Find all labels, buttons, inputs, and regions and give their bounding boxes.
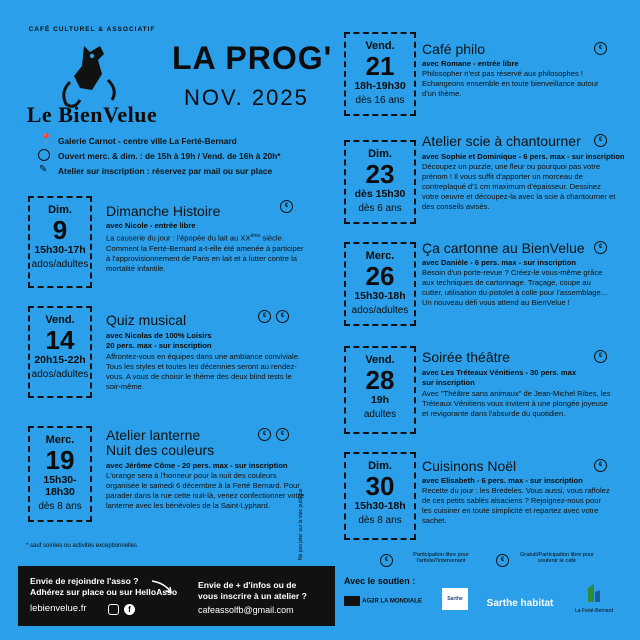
event-number: 14	[45, 325, 75, 355]
event-host: avec Danièle - 6 pers. max - sur inscription	[422, 258, 577, 267]
event-hours: 15h30-17h	[34, 244, 86, 256]
event-host: avec Les Tréteaux Vénitiens - 30 pers. max	[422, 368, 577, 377]
event-host: avec Elisabeth - 6 pers. max - sur inscription	[422, 476, 583, 485]
event-title: Atelier scie à chantourner	[422, 133, 581, 149]
event-host-detail: 20 pers. max - sur inscription	[106, 341, 212, 350]
facebook-icon[interactable]: f	[124, 604, 135, 615]
ag2r-logo-icon	[344, 596, 360, 606]
location-icon: 📍	[40, 134, 53, 145]
sponsor-logo-sarthe: Sarthe	[442, 588, 468, 610]
event-day: Merc.	[45, 434, 75, 446]
event-description: Philosopher n'est pas réservé aux philosophes ! Echangeons ensemble en toute bienveillance autour d'un thème.	[422, 69, 599, 98]
event-host: avec Romane - entrée libre	[422, 59, 519, 68]
footer-email-link[interactable]: cafeassolfb@gmail.com	[198, 605, 294, 615]
euro-coin-icon: €	[594, 459, 607, 472]
event-day: Dim.	[48, 204, 72, 216]
event-audience: dès 16 ans	[355, 95, 405, 106]
event-host: avec Sophie et Dominique - 6 pers. max - sur inscription	[422, 152, 625, 161]
signup-icon: ✎	[39, 164, 48, 175]
event-hours: 18h-19h30	[354, 80, 406, 92]
event-date-box	[344, 140, 416, 224]
event-description: Découpez un puzzle, une fleur ou pourquoi pas votre prénom ! Il vous suffit d'apporter un morceau de contreplaqué d'1 cm maximum d'épaisseur. Dessinez votre oeuvre et découpez-la avec la scie à chantourner et des conseils avisés.	[422, 162, 616, 211]
event-description: Avec "Théâtre sans animaux" de Jean-Michel Ribes, les Tréteaux Vénitiens vous invitent à une plongée joyeuse et revigorante dans l'absurde du quotidien.	[422, 389, 611, 418]
footer-more-line1: Envie de + d'infos ou de	[198, 580, 297, 590]
footer-bar	[18, 566, 335, 626]
info-hours: Ouvert merc. & dim. : de 15h à 19h / Vend. de 16h à 20h*	[58, 151, 281, 161]
logo-name: Le BienVelue	[26, 102, 158, 127]
logo-arc-text: CAFÉ CULTUREL & ASSOCIATIF	[28, 26, 156, 33]
event-title: Dimanche Histoire	[106, 203, 221, 219]
instagram-icon[interactable]	[108, 604, 119, 615]
event-day: Dim.	[368, 460, 392, 472]
event-number: 30	[365, 471, 395, 501]
event-title-line2: Nuit des couleurs	[106, 442, 215, 458]
event-audience: ados/adultes	[31, 369, 89, 380]
event-audience: dès 8 ans	[38, 501, 82, 512]
support-label: Avec le soutien :	[344, 576, 416, 586]
event-hours: 20h15-22h	[34, 354, 86, 366]
event-title: Café philo	[422, 41, 486, 57]
sponsor-logo-la-ferte: La Ferté-Bernard	[574, 582, 614, 614]
legend-gratuit: Gratuit/Participation libre pour soutenir le café	[520, 552, 594, 564]
euro-coin-icon: €	[280, 200, 293, 213]
event-hours: 15h30-18h	[354, 290, 406, 302]
euro-coin-icon: €	[258, 428, 271, 441]
event-number: 26	[365, 261, 395, 291]
event-day: Vend.	[365, 354, 395, 366]
footer-more-line2: vous inscrire à un atelier ?	[198, 591, 307, 601]
event-audience: adultes	[363, 409, 397, 420]
event-audience: ados/adultes	[31, 259, 89, 270]
footnote: * sauf soirées ou activités exceptionnelles	[26, 543, 138, 549]
sponsor-logo-ag2r: AG2R LA MONDIALE	[344, 596, 422, 606]
event-day: Vend.	[45, 314, 75, 326]
event-number: 19	[45, 445, 75, 475]
event-date-box	[28, 426, 92, 522]
event-date-box	[28, 196, 92, 288]
event-date-box	[344, 346, 416, 434]
page-subtitle: NOV. 2025	[184, 85, 309, 110]
event-title: Ça cartonne au BienVelue	[422, 240, 585, 256]
event-hours: 15h30-18h	[354, 500, 406, 512]
event-description: Affrontez-vous en équipes dans une ambiance conviviale. Tous les styles et toutes les décennies seront au rendez-vous. A vous de choisir le thème des deux blind tests le soir-même.	[106, 352, 301, 391]
event-audience: dès 8 ans	[358, 515, 402, 526]
event-day: Dim.	[368, 148, 392, 160]
event-day: Vend.	[365, 40, 395, 52]
clock-icon	[38, 149, 50, 161]
event-date-box	[344, 32, 416, 116]
event-number: 23	[365, 159, 395, 189]
event-day: Merc.	[365, 250, 395, 262]
event-title: Soirée théâtre	[422, 349, 510, 365]
footer-website-link[interactable]: lebienvelue.fr	[30, 603, 87, 614]
event-number: 21	[365, 51, 395, 81]
footer-join-line1: Envie de rejoindre l'asso ?	[30, 576, 139, 586]
euro-coin-icon: €	[276, 428, 289, 441]
la-ferte-logo-icon	[582, 582, 606, 606]
euro-coin-icon: €	[258, 310, 271, 323]
event-date-box	[344, 242, 416, 326]
event-host-detail: sur inscription	[422, 378, 475, 387]
event-audience: ados/adultes	[351, 305, 409, 316]
euro-coin-icon: €	[594, 350, 607, 363]
event-hours: 19h	[370, 394, 390, 406]
event-title: Cuisinons Noël	[422, 458, 517, 474]
legend-participation: Participation libre pour l'artiste/l'intervenant	[413, 552, 469, 564]
event-number: 28	[365, 365, 395, 395]
euro-coin-icon: €	[276, 310, 289, 323]
euro-coin-icon: €	[496, 554, 509, 567]
event-audience: dès 6 ans	[358, 203, 402, 214]
event-description: Recette du jour : les Bredeles. Vous aussi, vous raffolez de ces petits sablés alsaciens ? Rejoignez-nous pour les cuisiner en toute simplicité et repartez avec votre sachet.	[422, 486, 610, 525]
euro-coin-icon: €	[594, 134, 607, 147]
event-host: avec Jérôme Côme - 20 pers. max - sur inscription	[106, 461, 288, 470]
event-description: L'orange sera à l'honneur pour la nuit des couleurs organisée le samedi 6 décembre à la Ferté Bernard. Pour parader dans la rue cette nuit-là, venez confectionner votre lanterne avec les bénévoles de la Saint-Lyphard.	[106, 471, 305, 510]
event-date-box	[344, 452, 416, 540]
euro-coin-icon: €	[380, 554, 393, 567]
event-description: La causerie du jour : l'épopée du lait au XXème siècle. Comment la Ferté-Bernard a-t-elle été amenée à participer à l'approvisionnement de Paris en lait et à lutter contre la mortalité infantile.	[106, 233, 304, 273]
euro-coin-icon: €	[594, 42, 607, 55]
logo	[22, 22, 162, 132]
event-hours: dès 15h30	[354, 188, 406, 200]
euro-coin-icon: €	[594, 241, 607, 254]
event-hours: 15h30-18h30	[43, 474, 77, 498]
vertical-note: Ne pas jeter sur la voie publique	[298, 488, 304, 560]
footer-join-line2: Adhérez sur place ou sur HelloAsso	[30, 587, 178, 597]
sponsor-logo-sarthe-habitat: Sarthe habitat	[486, 598, 554, 609]
event-description: Besoin d'un porte-revue ? Créez-le vous-même grâce aux techniques de cartonnage. Traçage, coupe au cutter, utilisation du pistolet à colle pour l'assemblage... Un nouveau défi vous attend au BienVelue !	[422, 268, 608, 307]
event-host: avec Nicole - entrée libre	[106, 221, 196, 230]
event-number: 9	[52, 215, 68, 245]
event-date-box	[28, 306, 92, 398]
info-signup: Atelier sur inscription : réservez par mail ou sur place	[58, 166, 273, 176]
event-title: Quiz musical	[106, 312, 187, 328]
event-host: avec Nicolas de 100% Loisirs	[106, 331, 212, 340]
hand-drawn-arrow-icon	[150, 577, 176, 597]
event-title: Atelier lanterne	[106, 427, 201, 443]
info-address: Galerie Carnot - centre ville La Ferté-Bernard	[58, 136, 237, 146]
page-title: LA PROG'	[172, 40, 333, 76]
